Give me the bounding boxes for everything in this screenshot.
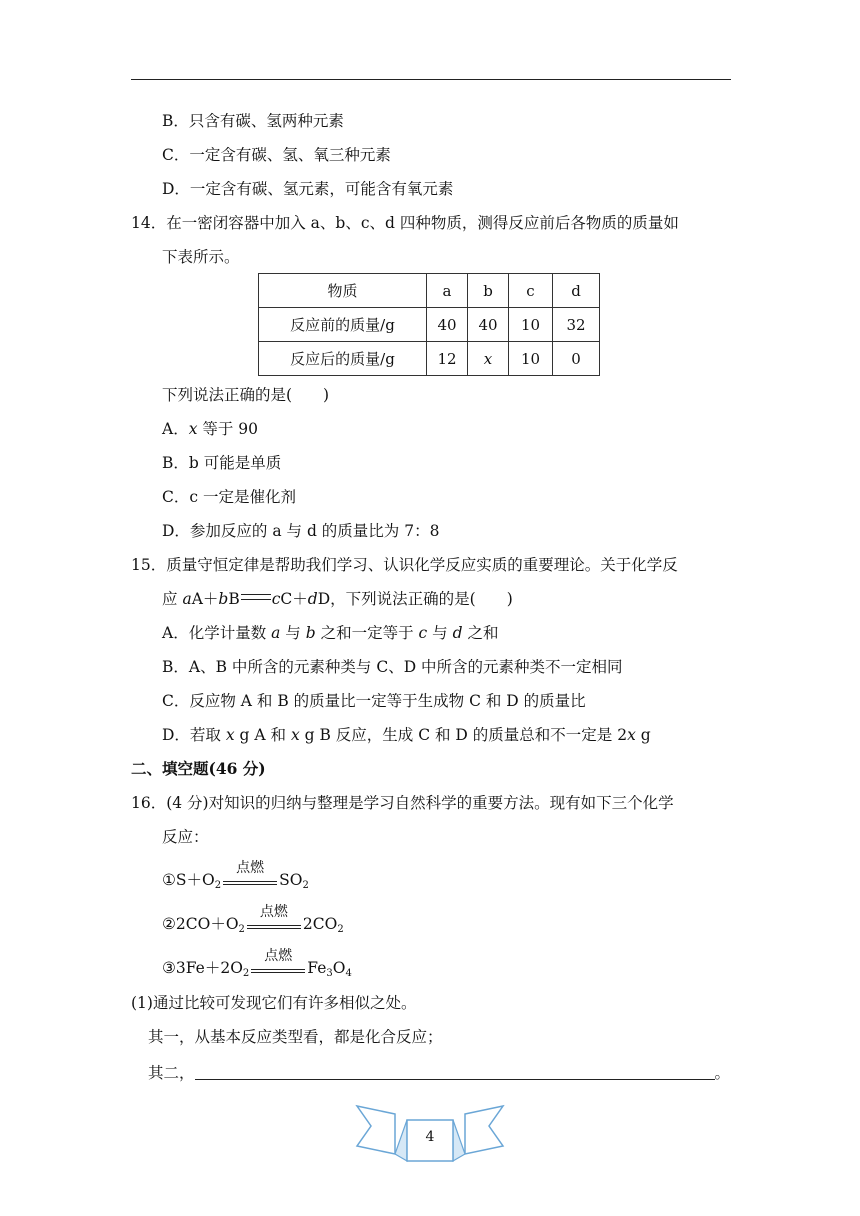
eq3-right-a: Fe: [307, 959, 327, 977]
q15-oa-6: 与: [427, 624, 453, 642]
q15-oa-1: a: [271, 624, 281, 642]
table-cell: 反应后的质量/g: [259, 342, 427, 376]
header-rule: [131, 79, 731, 80]
table-row: [259, 342, 600, 376]
eq3-right-b: O: [332, 959, 346, 977]
q15-od-5: x: [627, 726, 636, 744]
q16-first: 其一，从基本反应类型看，都是化合反应；: [148, 1028, 443, 1046]
table-cell: 40: [427, 308, 468, 342]
q15-oa-0: A．化学计量数: [162, 624, 272, 642]
condition-label: 点燃: [259, 904, 288, 920]
q15-eq-b: b: [218, 590, 229, 608]
table-cell: 32: [553, 308, 600, 342]
table-cell: 12: [427, 342, 468, 376]
q15-eq-D: D，下列说法正确的是( ): [317, 590, 513, 608]
table-header-cell: c: [509, 274, 553, 308]
eq2-right-sub: 2: [337, 924, 344, 935]
q15-eq-C: C＋: [280, 590, 308, 608]
table-cell: 40: [468, 308, 509, 342]
eq2-sub: 2: [238, 924, 245, 935]
eq3-sub4: 4: [345, 968, 352, 979]
q15-od-2: g A 和: [234, 726, 291, 744]
eq1-left: ①S＋O: [162, 871, 215, 889]
q16-stem-line1: 16．(4 分)对知识的归纳与整理是学习自然科学的重要方法。现有如下三个化学: [131, 794, 674, 812]
condition-mark: [221, 860, 279, 890]
q15-eq-B: B: [228, 590, 240, 608]
condition-label: 点燃: [236, 860, 265, 876]
eq3-sub3: 3: [326, 968, 333, 979]
q16-second: [148, 1061, 730, 1084]
q15-eq-A: A＋: [191, 590, 219, 608]
table-header-row: [259, 274, 600, 308]
double-line: [247, 925, 301, 929]
eq3-sub: 2: [242, 968, 250, 979]
q15-option-b: B．A、B 中所含的元素种类与 C、D 中所含的元素种类不一定相同: [162, 658, 623, 676]
answer-blank[interactable]: [195, 1061, 715, 1080]
equation-2: [162, 904, 344, 935]
q15-oa-2: 与: [280, 624, 306, 642]
q15-eq-c: c: [271, 590, 281, 608]
q15-eq-d: d: [307, 590, 318, 608]
q16-second-prefix: 其二，: [148, 1064, 195, 1082]
condition-label: 点燃: [264, 948, 293, 964]
q15-oa-4: 之和一定等于: [315, 624, 419, 642]
q15-od-3: x: [290, 726, 300, 744]
q15-option-c: C．反应物 A 和 B 的质量比一定等于生成物 C 和 D 的质量比: [162, 692, 586, 710]
table-cell: x: [468, 342, 509, 376]
q15-oa-8: 之和: [462, 624, 499, 642]
equation-1: [162, 860, 309, 891]
eq1-right: SO: [279, 871, 303, 889]
q15-stem-line2: [162, 588, 513, 610]
equation-3: [162, 948, 352, 979]
condition-mark: [245, 904, 303, 934]
q15-od-0: D．若取: [162, 726, 226, 744]
q15-od-4: g B 反应，生成 C 和 D 的质量总和不一定是 2: [299, 726, 628, 744]
q15-oa-5: c: [418, 624, 428, 642]
table-header-cell: d: [553, 274, 600, 308]
table-header-cell: b: [468, 274, 509, 308]
q14-option-c: C．c 一定是催化剂: [162, 488, 296, 506]
q14-option-a-var: x: [188, 420, 198, 438]
q15-stem-prefix: 应: [162, 590, 183, 608]
q14-stem-line1: 14．在一密闭容器中加入 a、b、c、d 四种物质，测得反应前后各物质的质量如: [131, 214, 679, 232]
table-cell: 10: [509, 342, 553, 376]
q15-option-a: [162, 622, 498, 644]
q14-option-a: [162, 418, 258, 440]
q15-od-6: g: [635, 726, 651, 744]
q14-stem-line2: 下表所示。: [162, 248, 240, 266]
q14-option-a-prefix: A．: [162, 420, 189, 438]
q14-option-d: D．参加反应的 a 与 d 的质量比为 7：8: [162, 522, 440, 540]
table-cell: 反应前的质量/g: [259, 308, 427, 342]
q16-second-suffix: 。: [714, 1064, 731, 1082]
eq2-right: 2CO: [302, 915, 338, 933]
q15-eq-a: a: [182, 590, 192, 608]
eq3-left: ③3Fe＋2O: [162, 959, 243, 977]
q15-stem-line1: 15．质量守恒定律是帮助我们学习、认识化学反应实质的重要理论。关于化学反: [131, 556, 678, 574]
q14-option-a-rest: 等于 90: [197, 420, 259, 438]
section-title: 二、填空题(46 分): [131, 759, 266, 778]
table-cell: 0: [553, 342, 600, 376]
q14-prompt: 下列说法正确的是( ): [162, 386, 330, 404]
eq1-right-sub: 2: [302, 880, 309, 891]
eq1-sub: 2: [214, 880, 222, 891]
q16-stem-line2: 反应：: [162, 828, 209, 846]
q13-option-d: D．一定含有碳、氢元素，可能含有氧元素: [162, 180, 454, 198]
q13-option-b: B．只含有碳、氢两种元素: [162, 112, 344, 130]
q15-oa-7: d: [452, 624, 463, 642]
condition-mark: [249, 948, 307, 978]
mass-table: [258, 273, 600, 376]
double-line: [223, 881, 277, 885]
q14-option-b: B．b 可能是单质: [162, 454, 282, 472]
q15-option-d: [162, 724, 651, 746]
q13-option-c: C．一定含有碳、氢、氧三种元素: [162, 146, 391, 164]
table-row: [259, 308, 600, 342]
table-cell: 10: [509, 308, 553, 342]
q15-oa-3: b: [305, 624, 316, 642]
eq2-left: ②2CO＋O: [162, 915, 239, 933]
double-line: [251, 969, 305, 973]
page-number: 4: [425, 1129, 435, 1145]
q16-part1: (1)通过比较可发现它们有许多相似之处。: [131, 994, 417, 1012]
table-header-cell: a: [427, 274, 468, 308]
q15-od-1: x: [225, 726, 235, 744]
equals-sign: [241, 594, 271, 600]
table-header-cell: 物质: [259, 274, 427, 308]
